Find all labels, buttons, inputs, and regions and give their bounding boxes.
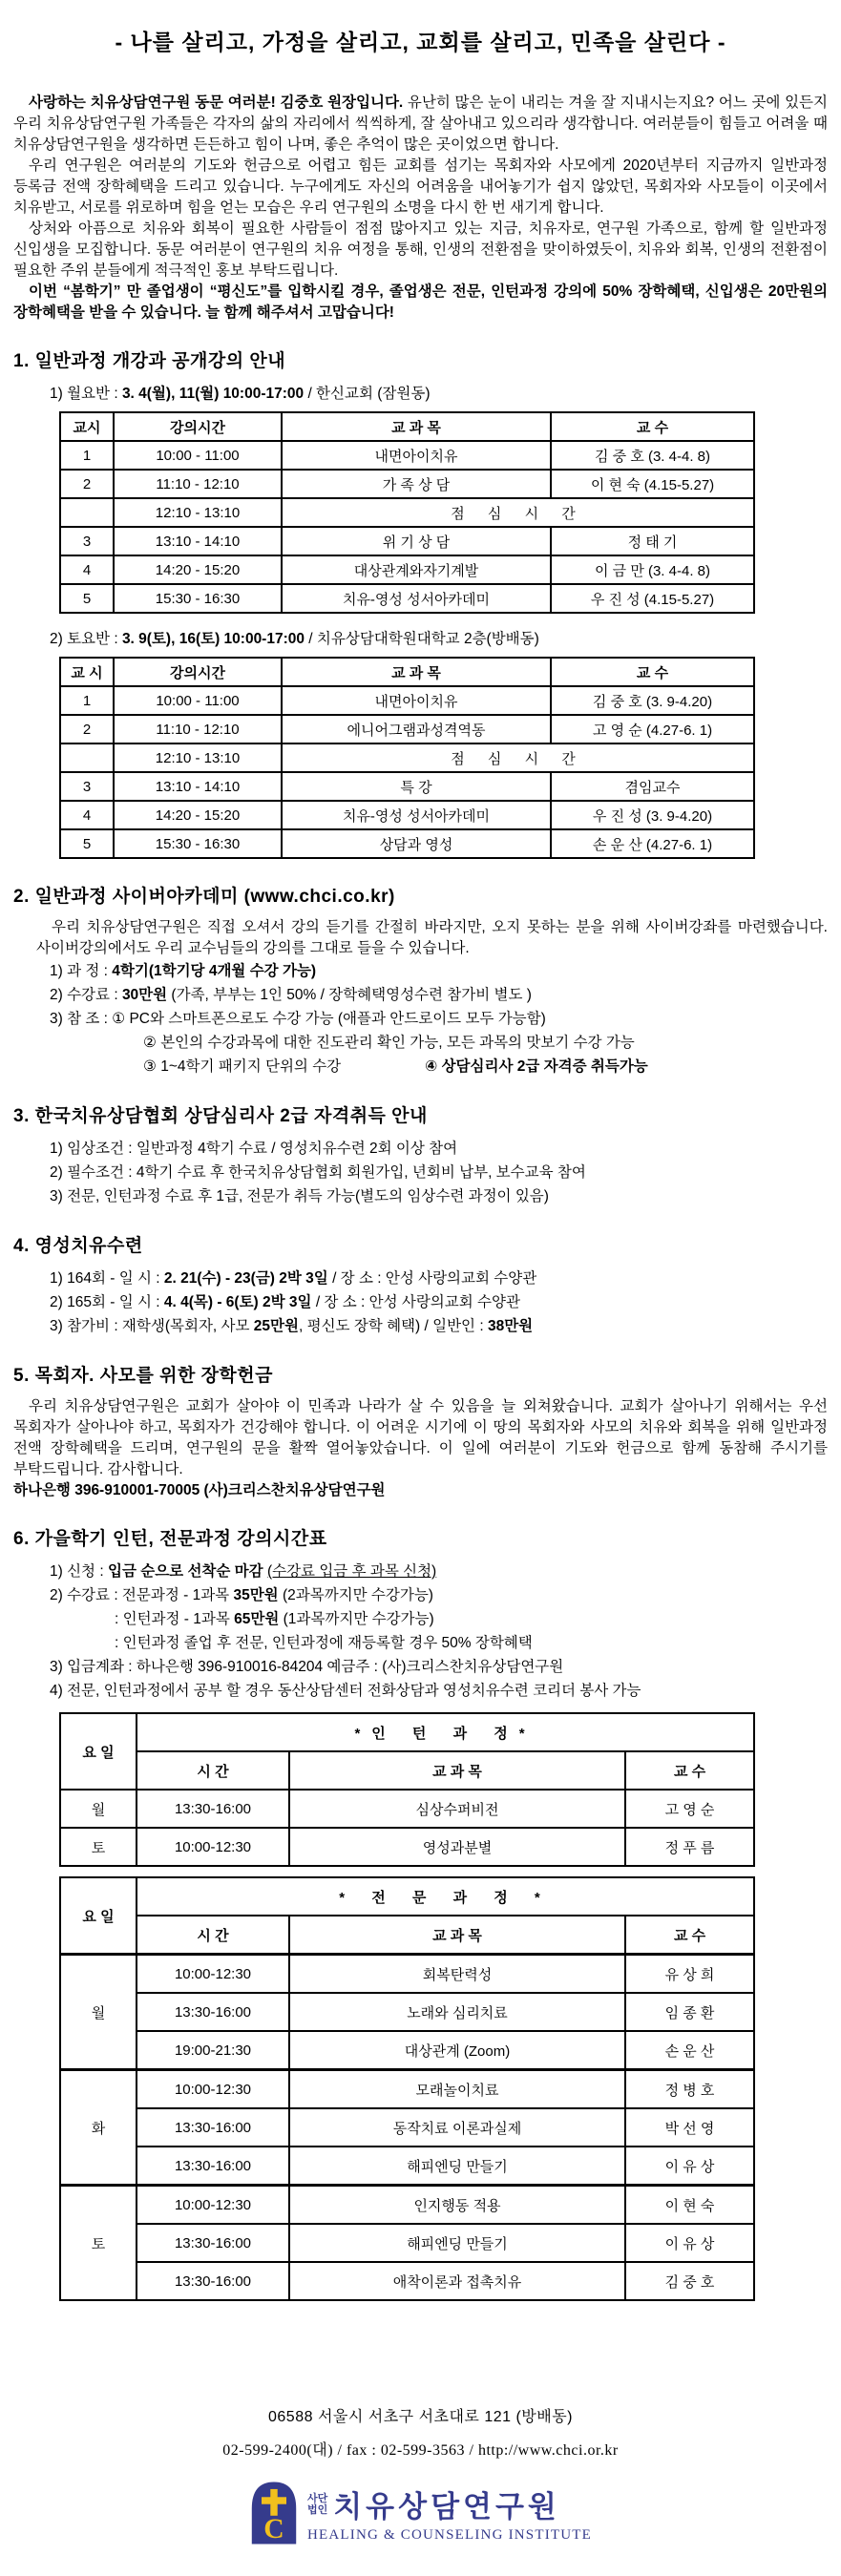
item-label: 1) 164회 - 일 시 : [50, 1270, 164, 1287]
item-value: 4학기(1학기당 4개월 수강 가능) [112, 963, 317, 979]
svg-text:C: C [263, 2514, 284, 2545]
monday-class-info [50, 382, 828, 406]
intro-paragraph-1-text: 유난히 많은 눈이 내리는 겨울 잘 지내시는지요? 어느 곳에 있든지 우리 치유상담연구원 가족들은 각자의 삶의 자리에서 씩씩하게, 잘 살아내고 있으리라 생각합니다. 여러분들이 힘들고 어려울 때 치유상담연구원을 생각하면 든든하고 힘이 나며, 좋은 추억이 많은 곳이었으면 합니다. [13, 94, 829, 153]
period-cell: 3 [60, 527, 114, 555]
subject-cell: 모래놀이치료 [289, 2070, 625, 2109]
time-cell: 13:10 - 14:10 [114, 772, 282, 801]
professor-cell: 이 유 상 [625, 2224, 754, 2262]
subject-header: 교 과 목 [282, 658, 551, 686]
section-3-heading: 3. 한국치유상담협회 상담심리사 2급 자격취득 안내 [13, 1106, 428, 1126]
professional-course-title: * 전 문 과 정 * [137, 1877, 754, 1916]
professor-cell: 이 현 숙 [625, 2186, 754, 2225]
section-5-heading: 5. 목회자. 사모를 위한 장학헌금 [13, 1366, 273, 1386]
day-cell: 토 [60, 1828, 137, 1866]
footer [13, 2404, 828, 2547]
corp-label-line-2: 법인 [306, 2503, 328, 2516]
saturday-class-info [50, 627, 828, 651]
day-header: 요 일 [60, 1877, 137, 1955]
professor-header: 교 수 [551, 412, 754, 441]
item-label: 2) 165회 - 일 시 : [50, 1294, 164, 1310]
period-cell: 4 [60, 801, 114, 829]
subject-cell: 특 강 [282, 772, 551, 801]
time-header: 강의시간 [114, 412, 282, 441]
lunch-row [60, 743, 754, 772]
professor-cell: 이 현 숙 (4.15-5.27) [551, 470, 754, 498]
professor-cell: 우 진 성 (4.15-5.27) [551, 584, 754, 613]
monday-class-venue: / 한신교회 (잠원동) [304, 386, 431, 402]
subject-cell: 인지행동 적용 [289, 2186, 625, 2225]
table-row [60, 1955, 754, 1994]
table-row [60, 772, 754, 801]
subject-cell: 가 족 상 담 [282, 470, 551, 498]
institute-name-english: HEALING & COUNSELING INSTITUTE [306, 2527, 593, 2543]
table-header-row [60, 1751, 754, 1790]
time-cell: 11:10 - 12:10 [114, 470, 282, 498]
cyber-item-note-2: ② 본인의 수강과목에 대한 진도관리 확인 가능, 모든 과목의 맛보기 수강 가능 [143, 1035, 635, 1051]
time-cell: 13:30-16:00 [137, 2147, 289, 2186]
retreat-1-dates: 2. 21(수) - 23(금) 2박 3일 [163, 1270, 328, 1287]
fee-item-intern [115, 1607, 828, 1631]
logo-top-row [307, 2482, 560, 2525]
table-row [60, 2147, 754, 2186]
professor-cell: 고 영 순 [625, 1790, 754, 1828]
item-label: 1) 과 정 : [50, 963, 113, 979]
item-text: , 평신도 장학 혜택) / 일반인 : [298, 1318, 488, 1334]
table-row [60, 470, 754, 498]
period-cell: 3 [60, 772, 114, 801]
professor-cell: 정 병 호 [625, 2070, 754, 2109]
deposit-account-item: 3) 입금계좌 : 하나은행 396-910016-84204 예금주 : (사)크리스찬치유상담연구원 [50, 1659, 564, 1675]
saturday-class-table [59, 657, 755, 859]
subject-header: 교 과 목 [289, 1916, 625, 1955]
time-cell: 13:30-16:00 [137, 1790, 289, 1828]
table-header-row [60, 1877, 754, 1916]
cyber-item-note-1: 3) 참 조 : ① PC와 스마트폰으로도 수강 가능 (애플과 안드로이드 모두 가능함) [50, 1011, 546, 1027]
time-cell: 10:00-12:30 [137, 1955, 289, 1994]
time-cell: 15:30 - 16:30 [114, 829, 282, 858]
time-cell: 14:20 - 15:20 [114, 555, 282, 584]
cyber-academy-paragraph: 우리 치유상담연구원은 직접 오셔서 강의 듣기를 간절히 바라지만, 오지 못하는 분을 위해 사이버강좌를 마련했습니다. 사이버강의에서도 우리 교수님들의 강의를 그대로 들을 수 있습니다. [36, 919, 828, 956]
table-header-row [60, 658, 754, 686]
intro-greeting: 사랑하는 치유상담연구원 동문 여러분! 김중호 원장입니다. [29, 94, 404, 111]
footer-contact: 02-599-2400(대) / fax : 02-599-3563 / http://www.chci.or.kr [222, 2442, 619, 2459]
period-header: 교시 [60, 412, 114, 441]
section-2-heading: 2. 일반과정 사이버아카데미 (www.chci.co.kr) [13, 887, 395, 907]
table-row [60, 2262, 754, 2300]
monday-class-dates: 3. 4(월), 11(월) 10:00-17:00 [121, 386, 305, 402]
period-cell [60, 498, 114, 527]
retreat-item-3 [50, 1314, 828, 1338]
logo-badge-icon [249, 2479, 299, 2547]
time-cell: 10:00-12:30 [137, 1828, 289, 1866]
saturday-class-label: 2) 토요반 : [50, 631, 122, 647]
intro-paragraph-2: 우리 연구원은 여러분의 기도와 헌금으로 어렵고 힘든 교회를 섬기는 목회자와 사모에게 2020년부터 지금까지 일반과정 등록금 전액 장학혜택을 드리고 있습니다. 누구에게도 자신의 어려움을 내어놓기가 쉽지 않았던, 목회자와 사모들이 이곳에서 치유받고, 서로를 위로하며 힘을 얻는 모습은 우리 연구원의 소명을 다시 한 번 새기게 합니다. [13, 157, 828, 216]
time-cell: 15:30 - 16:30 [114, 584, 282, 613]
time-cell: 13:10 - 14:10 [114, 527, 282, 555]
time-cell: 13:30-16:00 [137, 2262, 289, 2300]
time-cell: 10:00-12:30 [137, 2186, 289, 2225]
volunteer-item: 4) 전문, 인턴과정에서 공부 할 경우 동산상담센터 전화상담과 영성치유수련 코리더 봉사 가능 [50, 1683, 641, 1699]
professor-cell: 겸임교수 [551, 772, 754, 801]
table-header-row [60, 1713, 754, 1751]
fee-student: 25만원 [253, 1318, 299, 1334]
professor-cell: 정 태 기 [551, 527, 754, 555]
fee-general: 38만원 [487, 1318, 534, 1334]
subject-cell: 대상관계와자기계발 [282, 555, 551, 584]
note-3-right: ④ 상담심리사 2급 자격증 취득가능 [425, 1058, 648, 1075]
professor-cell: 이 유 상 [625, 2147, 754, 2186]
intro-paragraph-3: 상처와 아픔으로 치유와 회복이 필요한 사람들이 점점 많아지고 있는 지금, 치유자로, 연구원 가족으로, 함께 할 일반과정 신입생을 모집합니다. 동문 여러분이 연구원의 치유 여정을 통해, 인생의 전환점을 맞이하였듯이, 치유와 회복, 인생의 전환점이 필요한 주위 분들에게 적극적인 홍보 부탁드립니다. [13, 220, 828, 279]
subject-cell: 회복탄력성 [289, 1955, 625, 1994]
license-item-2: 2) 필수조건 : 4학기 수료 후 한국치유상담협회 회원가입, 년회비 납부, 보수교육 참여 [50, 1164, 586, 1181]
monday-class-table [59, 411, 755, 614]
retreat-2-dates: 4. 4(목) - 6(토) 2박 3일 [163, 1294, 312, 1310]
subject-cell: 동작치료 이론과실제 [289, 2108, 625, 2147]
intro-paragraph-4: 이번 “봄학기” 만 졸업생이 “평신도”를 입학시킬 경우, 졸업생은 전문, 인턴과정 강의에 50% 장학혜택, 신입생은 20만원의 장학혜택을 받을 수 있습니다. 늘 함께 해주셔서 고맙습니다! [13, 283, 828, 321]
intern-fee-amount: 65만원 [234, 1611, 280, 1627]
period-cell: 5 [60, 584, 114, 613]
time-cell: 19:00-21:30 [137, 2031, 289, 2070]
time-cell: 12:10 - 13:10 [114, 498, 282, 527]
license-item-3: 3) 전문, 인턴과정 수료 후 1급, 전문가 취득 가능(별도의 임상수련 과정이 있음) [50, 1188, 549, 1204]
period-cell: 2 [60, 470, 114, 498]
apply-item [50, 1560, 828, 1583]
period-header: 교 시 [60, 658, 114, 686]
license-item-1: 1) 임상조건 : 일반과정 4학기 수료 / 영성치유수련 2회 이상 참여 [50, 1141, 458, 1157]
corporation-label [307, 2493, 327, 2516]
retreat-item-2 [50, 1290, 828, 1314]
table-row [60, 2031, 754, 2070]
professor-cell: 김 중 호 (3. 9-4.20) [551, 686, 754, 715]
time-cell: 14:20 - 15:20 [114, 801, 282, 829]
corp-label-line-1: 사단 [306, 2492, 328, 2504]
time-header: 시 간 [137, 1916, 289, 1955]
time-cell: 11:10 - 12:10 [114, 715, 282, 743]
professor-header: 교 수 [625, 1751, 754, 1790]
day-cell: 토 [60, 2186, 137, 2301]
apply-rule-underlined: (수강료 입금 후 과목 신청) [266, 1563, 437, 1580]
saturday-class-dates: 3. 9(토), 16(토) 10:00-17:00 [121, 631, 305, 647]
item-note: (가족, 부부는 1인 50% / 장학혜택영성수련 참가비 별도 ) [167, 987, 532, 1003]
retreat-2-place: / 장 소 : 안성 사랑의교회 수양관 [311, 1294, 520, 1310]
lunch-row [60, 498, 754, 527]
retreat-1-place: / 장 소 : 안성 사랑의교회 수양관 [327, 1270, 537, 1287]
fee-amount: 30만원 [121, 987, 168, 1003]
time-cell: 12:10 - 13:10 [114, 743, 282, 772]
fee-item-pro [50, 1583, 828, 1607]
professor-header: 교 수 [551, 658, 754, 686]
subject-cell: 애착이론과 접촉치유 [289, 2262, 625, 2300]
professor-cell: 정 푸 름 [625, 1828, 754, 1866]
cyber-item-fee [50, 983, 828, 1007]
period-cell: 2 [60, 715, 114, 743]
table-row [60, 1790, 754, 1828]
intern-course-title: *인 턴 과 정* [137, 1713, 754, 1751]
professor-cell: 유 상 희 [625, 1955, 754, 1994]
subject-header: 교 과 목 [289, 1751, 625, 1790]
day-cell: 월 [60, 1790, 137, 1828]
subject-cell: 내면아이치유 [282, 441, 551, 470]
table-row [60, 2186, 754, 2225]
footer-address: 06588 서울시 서초구 서초대로 121 (방배동) [268, 2409, 573, 2425]
day-cell: 월 [60, 1955, 137, 2070]
table-header-row [60, 412, 754, 441]
item-label: 3) 참가비 : 재학생(목회자, 사모 [50, 1318, 254, 1334]
day-cell: 화 [60, 2070, 137, 2186]
subject-cell: 위 기 상 담 [282, 527, 551, 555]
intro-block [13, 93, 828, 324]
monday-class-label: 1) 월요반 : [50, 386, 122, 402]
table-row [60, 527, 754, 555]
table-row [60, 715, 754, 743]
time-cell: 10:00 - 11:00 [114, 686, 282, 715]
retreat-item-1 [50, 1267, 828, 1290]
fee-item-discount: : 인턴과정 졸업 후 전문, 인턴과정에 재등록할 경우 50% 장학혜택 [115, 1635, 533, 1651]
professional-course-table [59, 1876, 755, 2301]
subject-cell: 노래와 심리치료 [289, 1993, 625, 2031]
time-cell: 13:30-16:00 [137, 2108, 289, 2147]
subject-cell: 심상수퍼비전 [289, 1790, 625, 1828]
item-label: 2) 수강료 : [50, 987, 122, 1003]
cyber-item-note-3 [143, 1055, 828, 1079]
professor-cell: 이 금 만 (3. 4-4. 8) [551, 555, 754, 584]
time-header: 시 간 [137, 1751, 289, 1790]
period-cell [60, 743, 114, 772]
logo-text-block [307, 2482, 592, 2544]
bank-account-line: 하나은행 396-910001-70005 (사)크리스찬치유상담연구원 [13, 1482, 386, 1498]
professor-cell: 김 중 호 (3. 4-4. 8) [551, 441, 754, 470]
intern-course-table [59, 1712, 755, 1867]
period-cell: 1 [60, 686, 114, 715]
subject-cell: 영성과분별 [289, 1828, 625, 1866]
scholarship-paragraph: 우리 치유상담연구원은 교회가 살아야 이 민족과 나라가 살 수 있음을 늘 외쳐왔습니다. 교회가 살아나기 위해서는 우선 목회자가 살아나야 하고, 목회자가 건강해야 합니다. 이 어려운 시기에 이 땅의 목회자와 사모의 치유와 회복을 위해 일반과정 전액 장학혜택을 드리며, 연구원의 문을 활짝 열어놓았습니다. 이 일에 여러분이 기도와 헌금으로 함께 동참해 주시기를 부탁드립니다. 감사합니다. [13, 1398, 828, 1477]
section-6-heading: 6. 가을학기 인턴, 전문과정 강의시간표 [13, 1529, 327, 1549]
professor-cell: 박 선 영 [625, 2108, 754, 2147]
subject-header: 교 과 목 [282, 412, 551, 441]
subject-cell: 치유-영성 성서아카데미 [282, 801, 551, 829]
institute-logo [13, 2479, 828, 2547]
item-label: 2) 수강료 : 전문과정 - 1과목 [50, 1587, 234, 1603]
time-cell: 10:00 - 11:00 [114, 441, 282, 470]
saturday-class-venue: / 치유상담대학원대학교 2층(방배동) [305, 631, 539, 647]
subject-cell: 에니어그램과성격역동 [282, 715, 551, 743]
subject-cell: 내면아이치유 [282, 686, 551, 715]
table-row [60, 1828, 754, 1866]
item-label: : 인턴과정 - 1과목 [115, 1611, 235, 1627]
professor-cell: 고 영 순 (4.27-6. 1) [551, 715, 754, 743]
institute-name: 치유상담연구원 [333, 2490, 560, 2524]
subject-cell: 상담과 영성 [282, 829, 551, 858]
section-1-heading: 1. 일반과정 개강과 공개강의 안내 [13, 351, 286, 371]
table-row [60, 829, 754, 858]
subject-cell: 해피엔딩 만들기 [289, 2147, 625, 2186]
time-cell: 10:00-12:30 [137, 2070, 289, 2109]
table-row [60, 801, 754, 829]
table-row [60, 686, 754, 715]
professor-cell: 김 중 호 [625, 2262, 754, 2300]
table-row [60, 441, 754, 470]
item-label: 1) 신청 : [50, 1563, 108, 1580]
item-note: (2과목까지만 수강가능) [278, 1587, 433, 1603]
table-row [60, 555, 754, 584]
note-3-left: ③ 1~4학기 패키지 단위의 수강 [143, 1058, 342, 1075]
time-cell: 13:30-16:00 [137, 1993, 289, 2031]
lunch-cell: 점 심 시 간 [282, 743, 754, 772]
period-cell: 4 [60, 555, 114, 584]
period-cell: 5 [60, 829, 114, 858]
page-title: - 나를 살리고, 가정을 살리고, 교회를 살리고, 민족을 살린다 - [115, 30, 726, 54]
professor-cell: 손 운 산 [625, 2031, 754, 2070]
section-4-heading: 4. 영성치유수련 [13, 1236, 143, 1256]
professor-cell: 우 진 성 (3. 9-4.20) [551, 801, 754, 829]
subject-cell: 대상관계 (Zoom) [289, 2031, 625, 2070]
pro-fee-amount: 35만원 [233, 1587, 279, 1603]
professor-cell: 손 운 산 (4.27-6. 1) [551, 829, 754, 858]
time-header: 강의시간 [114, 658, 282, 686]
cyber-item-course [50, 959, 828, 983]
apply-rule: 입금 순으로 선착순 마감 [107, 1563, 267, 1580]
professor-cell: 임 종 환 [625, 1993, 754, 2031]
table-header-row [60, 1916, 754, 1955]
period-cell: 1 [60, 441, 114, 470]
item-note: (1과목까지만 수강가능) [279, 1611, 434, 1627]
table-row [60, 2224, 754, 2262]
table-row [60, 1993, 754, 2031]
time-cell: 13:30-16:00 [137, 2224, 289, 2262]
lunch-cell: 점 심 시 간 [282, 498, 754, 527]
subject-cell: 해피엔딩 만들기 [289, 2224, 625, 2262]
professor-header: 교 수 [625, 1916, 754, 1955]
table-row [60, 584, 754, 613]
table-row [60, 2070, 754, 2109]
table-row [60, 2108, 754, 2147]
day-header: 요 일 [60, 1713, 137, 1790]
intro-paragraph-1 [13, 93, 828, 156]
subject-cell: 치유-영성 성서아카데미 [282, 584, 551, 613]
